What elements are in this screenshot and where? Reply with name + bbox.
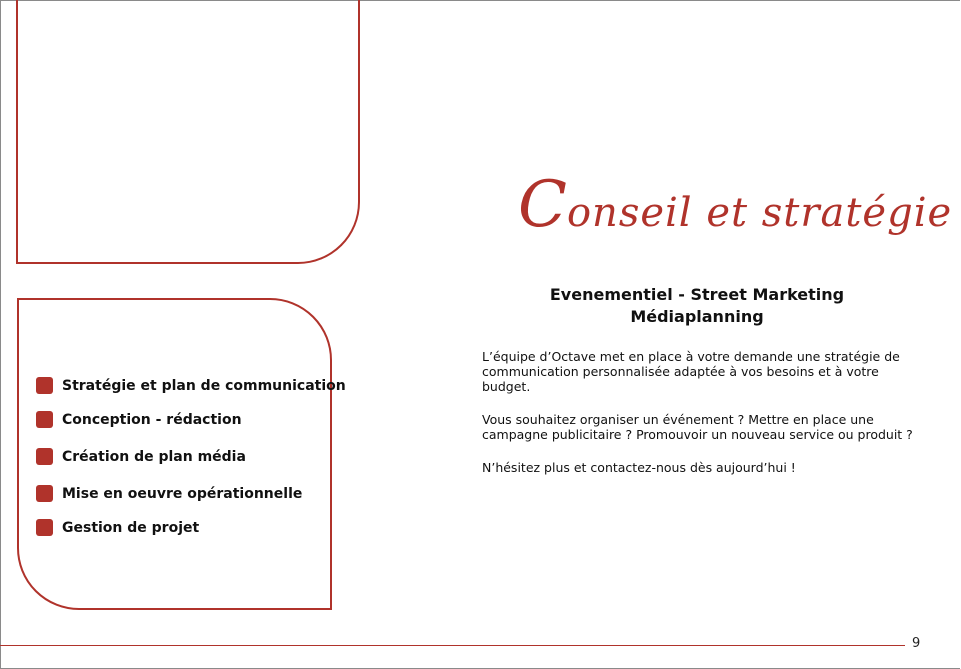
service-item bbox=[36, 412, 346, 429]
subtitle-line-2: Médiaplanning bbox=[630, 307, 764, 326]
service-item bbox=[36, 520, 346, 537]
service-item bbox=[36, 378, 346, 395]
title-initial: C bbox=[518, 168, 567, 242]
square-bullet-icon bbox=[36, 411, 53, 428]
square-bullet-icon bbox=[36, 519, 53, 536]
paragraph: N’hésitez plus et contactez-nous dès aujourd’hui ! bbox=[482, 460, 796, 475]
title-rest: onseil et stratégie bbox=[566, 190, 953, 236]
page-title bbox=[518, 168, 953, 242]
service-label: Création de plan média bbox=[62, 449, 246, 465]
page-number: 9 bbox=[912, 636, 921, 651]
service-label: Conception - rédaction bbox=[62, 412, 242, 428]
service-label: Stratégie et plan de communication bbox=[62, 378, 346, 394]
service-label: Mise en oeuvre opérationnelle bbox=[62, 486, 303, 502]
square-bullet-icon bbox=[36, 485, 53, 502]
services-list bbox=[36, 378, 346, 536]
service-label: Gestion de projet bbox=[62, 520, 200, 536]
service-item bbox=[36, 486, 346, 503]
footer-rule bbox=[0, 645, 905, 646]
subtitle bbox=[480, 284, 914, 328]
paragraph: Vous souhaitez organiser un événement ? Mettre en place une campagne publicitaire ? Promouvoir un nouveau service ou produit ? bbox=[482, 412, 913, 442]
image-frame bbox=[16, 0, 360, 264]
square-bullet-icon bbox=[36, 377, 53, 394]
body-text bbox=[482, 349, 914, 493]
paragraph: L’équipe d’Octave met en place à votre demande une stratégie de communication personnalisée adaptée à vos besoins et à votre budget. bbox=[482, 349, 900, 394]
square-bullet-icon bbox=[36, 448, 53, 465]
subtitle-line-1: Evenementiel - Street Marketing bbox=[549, 285, 845, 304]
service-item bbox=[36, 449, 346, 466]
